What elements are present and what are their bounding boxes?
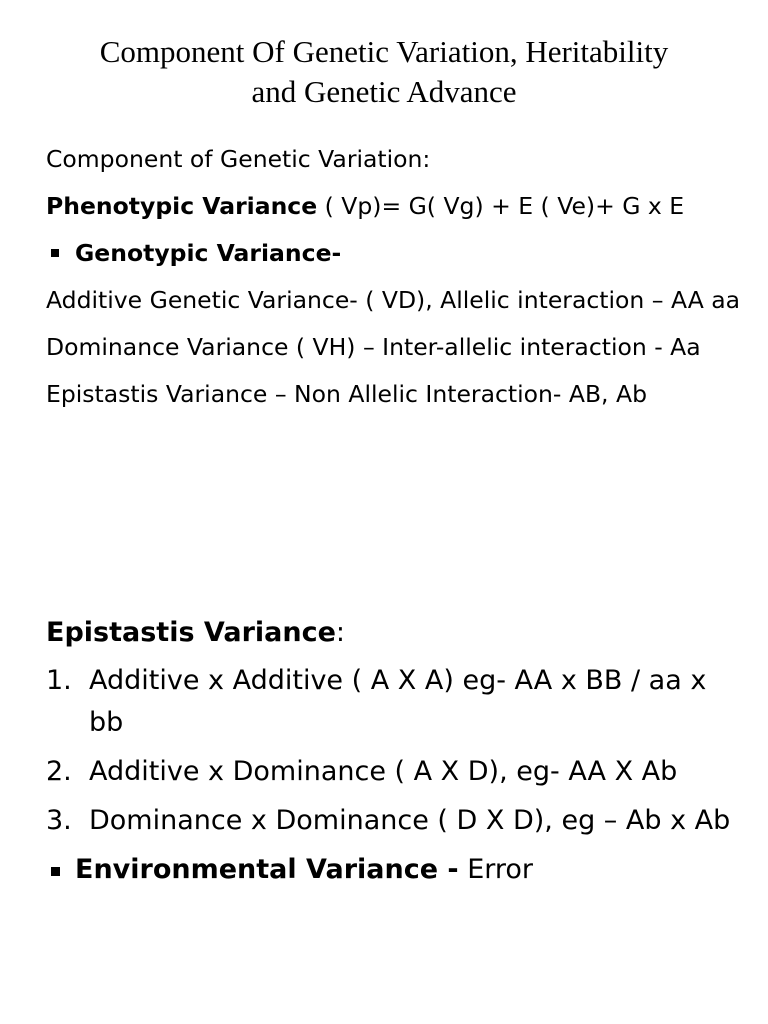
dominance-variance-text: Dominance Variance ( VH) – Inter-allelic interaction - Aa (46, 333, 701, 361)
title-line-1: Component Of Genetic Variation, Heritability (99, 34, 669, 69)
intro-text: Component of Genetic Variation: (46, 145, 431, 173)
environmental-variance-value: Error (458, 854, 534, 885)
epistasis-section (46, 612, 746, 891)
square-bullet-icon (51, 867, 60, 876)
genetic-variation-section (46, 140, 746, 422)
epistasis-heading-colon: : (335, 617, 346, 648)
phenotypic-variance-formula: ( Vp)= G( Vg) + E ( Ve)+ G x E (317, 192, 685, 220)
additive-variance-text: Additive Genetic Variance- ( VD), Allelic interaction – AA aa (46, 286, 741, 314)
epistasis-list (46, 660, 746, 842)
list-item (46, 800, 746, 842)
epistasis-variance-text: Epistastis Variance – Non Allelic Interaction- AB, Ab (46, 380, 647, 408)
environmental-variance-label: Environmental Variance - (75, 854, 459, 885)
epistasis-heading (46, 612, 746, 654)
list-item (46, 660, 746, 744)
list-item-text: Dominance x Dominance ( D X D), eg – Ab x Ab (89, 805, 731, 836)
genotypic-variance-heading: Genotypic Variance- (75, 239, 342, 267)
slide-title (40, 32, 728, 112)
list-item-text: Additive x Additive ( A X A) eg- AA x BB / aa x bb (89, 665, 707, 738)
genotypic-variance-bullet (46, 234, 746, 272)
square-bullet-icon (51, 249, 59, 257)
list-item-number: 3. (46, 805, 72, 836)
list-item-text: Additive x Dominance ( A X D), eg- AA X Ab (89, 756, 678, 787)
list-item-number: 2. (46, 756, 72, 787)
phenotypic-variance-line (46, 187, 746, 225)
list-item (46, 751, 746, 793)
list-item-number: 1. (46, 665, 72, 696)
epistasis-heading-label: Epistastis Variance (46, 617, 336, 648)
environmental-variance-bullet (46, 849, 746, 891)
title-line-2: and Genetic Advance (251, 74, 517, 109)
phenotypic-variance-label: Phenotypic Variance (46, 192, 318, 220)
